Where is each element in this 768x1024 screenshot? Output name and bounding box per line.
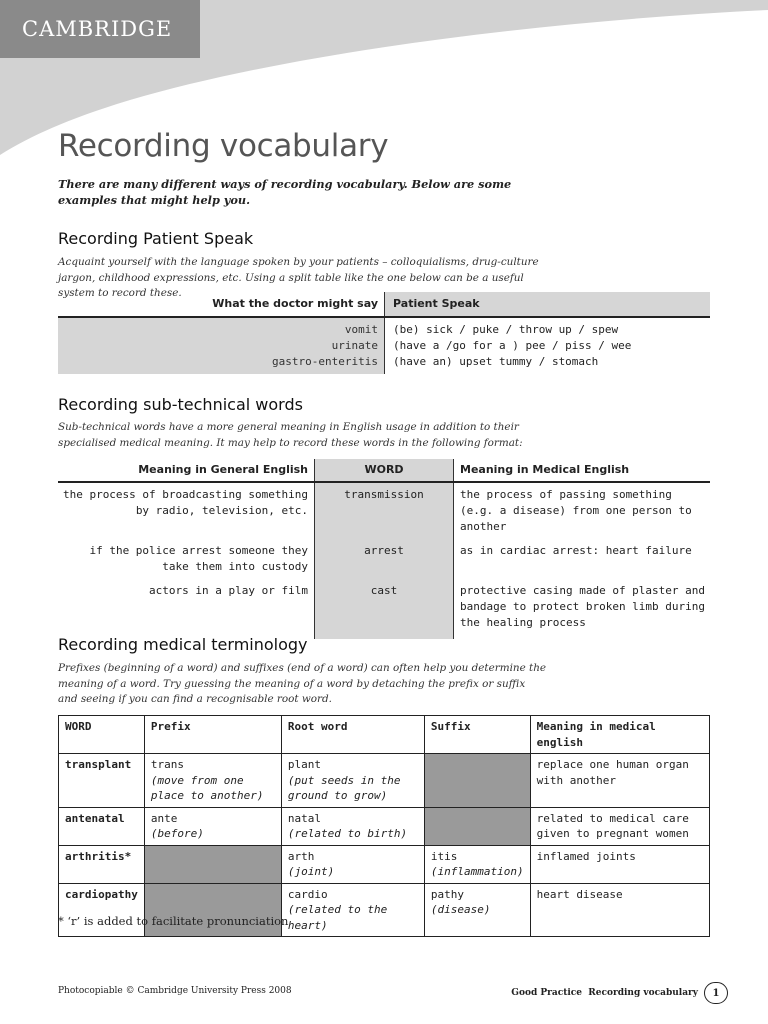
prefix-gloss: (move from one place to another) <box>150 773 264 802</box>
table-cell <box>281 883 424 937</box>
table-cell <box>144 754 281 808</box>
table-cell: arrest <box>314 539 454 579</box>
copyright-footer: Photocopiable © Cambridge University Press 2008 <box>58 986 292 996</box>
table-row <box>59 883 710 937</box>
column-header: WORD <box>59 716 145 754</box>
table-cell <box>144 807 281 845</box>
column-header: Suffix <box>424 716 530 754</box>
table-cell <box>281 754 424 808</box>
section-title-terminology: Recording medical terminology <box>58 635 308 654</box>
table-cell: (have an) upset tummy / stomach <box>393 355 599 368</box>
prefix-gloss: (before) <box>150 827 204 840</box>
section-desc-terminology: Prefixes (beginning of a word) and suffixes (end of a word) can often help you determine the meaning of a word. Try guessing the meaning of a word by detaching the prefix or suffix and seeing if you can find a recognisable root word. <box>58 662 547 705</box>
column-header: WORD <box>314 459 454 481</box>
patient-speak-table <box>58 292 710 374</box>
table-cell: gastro-enteritis <box>272 355 378 368</box>
column-header: Patient Speak <box>384 292 710 316</box>
prefix-text: ante <box>150 811 178 825</box>
table-row <box>59 807 710 845</box>
table-cell: vomit <box>344 323 378 336</box>
table-row <box>58 483 710 539</box>
root-text: plant <box>287 758 321 771</box>
table-cell <box>424 883 530 937</box>
empty-cell <box>144 845 281 883</box>
table-cell: actors in a play or film <box>149 584 308 597</box>
root-gloss: (related to the heart) <box>287 903 388 932</box>
terminology-table <box>58 715 710 937</box>
prefix-text: trans <box>150 758 184 771</box>
table-cell: the process of passing something (e.g. a disease) from one person to another <box>460 488 692 533</box>
root-gloss: (related to birth) <box>287 827 408 840</box>
table-cell: antenatal <box>59 807 145 845</box>
suffix-gloss: (inflammation) <box>430 865 524 878</box>
section-title-sub-technical: Recording sub-technical words <box>58 395 303 414</box>
root-gloss: (put seeds in the ground to grow) <box>287 773 401 802</box>
suffix-text: itis <box>430 849 458 863</box>
page-title: Recording vocabulary <box>58 128 389 164</box>
section-desc-sub-technical: Sub-technical words have a more general meaning in English usage in addition to their specialised medical meaning. It may help to record these words in the following format: <box>58 421 523 449</box>
empty-cell <box>424 807 530 845</box>
column-header: Prefix <box>144 716 281 754</box>
table-cell <box>281 807 424 845</box>
table-cell: cardiopathy <box>59 883 145 937</box>
column-header: Meaning in medical english <box>530 716 709 754</box>
intro-text: There are many different ways of recording vocabulary. Below are some examples that might help you. <box>58 177 512 207</box>
page-number: 1 <box>704 982 728 1004</box>
empty-cell <box>144 883 281 937</box>
table-cell: arthritis* <box>59 845 145 883</box>
table-cell: as in cardiac arrest: heart failure <box>460 544 692 557</box>
table-cell: inflamed joints <box>530 845 709 883</box>
empty-cell <box>424 754 530 808</box>
table-row <box>59 754 710 808</box>
root-gloss: (joint) <box>287 865 335 878</box>
table-cell: if the police arrest someone they take them into custody <box>89 544 308 573</box>
table-cell: protective casing made of plaster and bandage to protect broken limb during the healing process <box>460 584 706 629</box>
root-text: arth <box>287 849 315 863</box>
table-cell: the process of broadcasting something by radio, television, etc. <box>62 488 308 517</box>
column-header: Meaning in General English <box>138 463 308 476</box>
root-text: natal <box>287 811 321 825</box>
column-header: What the doctor might say <box>212 297 378 310</box>
table-cell: transmission <box>314 483 454 539</box>
suffix-gloss: (disease) <box>430 903 491 916</box>
table-cell <box>424 845 530 883</box>
table-cell: (have a /go for a ) pee / piss / wee <box>393 339 632 352</box>
column-header: Root word <box>281 716 424 754</box>
sub-technical-table <box>58 459 710 639</box>
table-cell: transplant <box>59 754 145 808</box>
table-header-row <box>59 716 710 754</box>
root-text: cardio <box>287 887 328 901</box>
table-cell: cast <box>314 579 454 639</box>
column-header: Meaning in Medical English <box>460 463 630 476</box>
page-footer <box>511 982 728 1004</box>
table-cell: replace one human organ with another <box>530 754 709 808</box>
table-cell: (be) sick / puke / throw up / spew <box>393 323 619 336</box>
suffix-text: pathy <box>430 887 464 901</box>
section-desc-patient-speak: Acquaint yourself with the language spoken by your patients – colloquialisms, drug-culture jargon, childhood expressions, etc. Using a split table like the one below can be a useful system to record these. <box>58 256 539 299</box>
table-cell <box>281 845 424 883</box>
table-row <box>58 579 710 639</box>
table-cell: related to medical care given to pregnant women <box>530 807 709 845</box>
footer-title: Good Practice Recording vocabulary <box>511 988 698 998</box>
brand-logo: CAMBRIDGE <box>0 0 200 58</box>
section-title-patient-speak: Recording Patient Speak <box>58 229 254 248</box>
table-cell: heart disease <box>530 883 709 937</box>
table-cell: urinate <box>331 339 378 352</box>
footnote: * ‘r’ is added to facilitate pronunciation <box>58 914 289 928</box>
table-row <box>59 845 710 883</box>
table-row <box>58 539 710 579</box>
